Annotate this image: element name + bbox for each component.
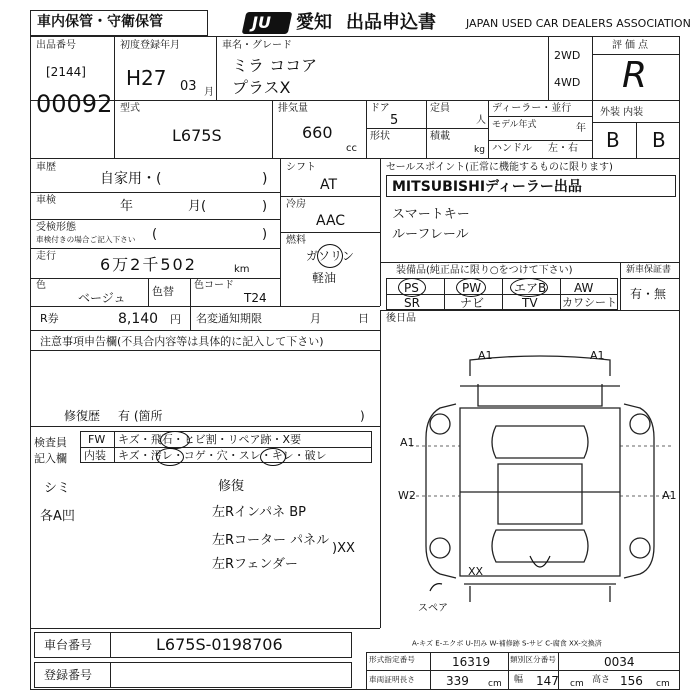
selling-points-headline: MITSUBISHIディーラー出品 <box>392 179 582 195</box>
color-value: ベージュ <box>78 291 126 305</box>
diagram-mark-spare: スペア <box>418 603 448 614</box>
inspection-close: ) <box>262 199 268 214</box>
fuel-label: 燃料 <box>286 235 306 246</box>
selling-point-item-1: スマートキー <box>392 207 470 222</box>
storage-label: 車内保管・守衛保管 <box>37 14 163 30</box>
ju-logo-text: JU <box>252 13 271 32</box>
fuel-line2: 軽油 <box>312 271 337 285</box>
width-unit: cm <box>570 679 584 689</box>
fuel-circle-mark <box>317 244 343 268</box>
equip-ps: PS <box>404 281 419 295</box>
logo-city: 愛知 <box>296 12 332 33</box>
listing-number: 00092 <box>36 90 113 118</box>
repair-value: 有 (箇所 <box>118 409 163 423</box>
warranty-value: 有・無 <box>630 287 667 301</box>
shift-value: AT <box>320 177 338 193</box>
rating-label: 評価点 <box>612 40 651 51</box>
diagram-mark-xx: XX <box>468 565 484 578</box>
exterior-grade: B <box>606 128 620 152</box>
hand-note-panel: 左Rインパネ BP <box>212 505 307 520</box>
repair-close: ) <box>360 409 365 423</box>
recycle-value: 8,140 <box>118 311 159 327</box>
equip-sr: SR <box>404 296 420 310</box>
displacement-unit: cc <box>346 143 357 154</box>
equip-airbag-circle <box>510 278 548 297</box>
handle-label: ハンドル <box>492 143 532 154</box>
first-reg-label: 初度登録年月 <box>120 40 180 51</box>
dealer-label: ディーラー・並行 <box>492 103 572 114</box>
color-label: 色 <box>36 280 46 291</box>
width-label: 幅 <box>514 675 524 685</box>
equip-pw-circle <box>456 278 486 297</box>
equip-ps-circle <box>398 278 426 297</box>
hand-note-xx: )XX <box>332 541 355 556</box>
selling-point-item-2: ルーフレール <box>392 227 469 242</box>
ext-int-label: 外装 内装 <box>600 107 644 118</box>
warranty-label: 新車保証書 <box>626 265 672 275</box>
height-label: 高さ <box>592 675 611 685</box>
selling-points-label: セールスポイント(正常に機能するものに限ります) <box>386 162 613 173</box>
repair-label: 修復歴 <box>64 409 101 423</box>
color-code-value: T24 <box>244 291 267 305</box>
chassis-value: L675S-0198706 <box>156 635 283 654</box>
transfer-label: 受検形態 <box>36 222 76 233</box>
length-unit: cm <box>488 679 502 689</box>
recycle-label: R券 <box>40 312 59 325</box>
reg-number-label: 登録番号 <box>44 668 93 682</box>
model-year-label: モデル年式 <box>492 120 537 130</box>
capacity-unit: 人 <box>476 115 486 126</box>
capacity-label: 定員 <box>430 103 450 114</box>
car-name-line1: ミラ ココア <box>232 56 318 75</box>
hand-note-repair: 修復 <box>218 479 245 494</box>
equipment-label: 装備品(純正品に限り○をつけて下さい) <box>396 265 573 276</box>
inspection-month: 月( <box>188 199 207 214</box>
equip-airbag: エアB <box>514 281 547 295</box>
equip-tv: TV <box>522 296 538 310</box>
color-code-label: 色コード <box>194 280 234 291</box>
drive-4wd: 4WD <box>554 76 581 89</box>
car-name-line2: プラスX <box>232 78 291 97</box>
interior-label: 内装 <box>84 449 106 462</box>
transfer-paren: ( <box>152 227 158 242</box>
first-reg-month: 03 <box>180 79 197 94</box>
chassis-label: 車台番号 <box>44 638 93 652</box>
diagram-mark-right: A1 <box>662 489 677 502</box>
height-unit: cm <box>656 679 670 689</box>
displacement-value: 660 <box>302 123 333 142</box>
first-reg-month-unit: 月 <box>204 87 214 98</box>
caution-label: 注意事項申告欄(不具合内容等は具体的に記入して下さい) <box>40 335 324 348</box>
year-unit: 年 <box>576 123 586 134</box>
history-value: 自家用・( <box>100 171 162 187</box>
model-label: 型式 <box>120 103 140 114</box>
mileage-label: 走行 <box>36 251 56 262</box>
hand-note-each-a: 各A凹 <box>40 509 75 524</box>
load-unit: kg <box>474 145 485 155</box>
load-label: 積載 <box>430 131 450 142</box>
listing-sub-number: [2144] <box>46 65 86 79</box>
listing-number-label: 出品番号 <box>36 40 76 51</box>
doors-label: ドア <box>370 103 390 114</box>
diagram-mark-front-right: A1 <box>590 349 605 362</box>
displacement-label: 排気量 <box>278 103 308 114</box>
color-change-label: 色替 <box>152 285 174 298</box>
ac-value: AAC <box>316 213 346 229</box>
rear-items-label: 後日品 <box>386 313 416 324</box>
fw-items: キズ・飛石・ヒビ割・リペア跡・X要 <box>118 433 302 446</box>
int-stain-circle <box>156 448 184 466</box>
fw-stone-circle <box>160 431 190 449</box>
inspection-label: 車検 <box>36 195 56 206</box>
type-no-label: 形式指定番号 <box>369 655 415 665</box>
interior-grade: B <box>652 128 666 152</box>
diagram-mark-left: A1 <box>400 436 415 449</box>
form-title: 出品申込書 <box>346 12 436 33</box>
shape-label: 形状 <box>370 131 390 142</box>
transfer-close: ) <box>262 227 268 242</box>
equip-pw: PW <box>462 281 482 295</box>
mileage-unit: km <box>234 264 250 275</box>
handle-options: 左・右 <box>548 143 578 154</box>
drive-2wd: 2WD <box>554 49 581 62</box>
mileage-value: 6万2千502 <box>100 255 197 274</box>
car-damage-diagram <box>400 346 680 606</box>
inspector-label: 検査員記入欄 <box>34 436 67 465</box>
inspection-year: 年 <box>120 199 134 214</box>
shift-label: シフト <box>286 162 316 173</box>
hand-note-quarter: 左Rコーター パネル <box>212 533 330 548</box>
hand-note-stain: シミ <box>44 481 71 496</box>
car-name-label: 車名・グレード <box>222 40 292 51</box>
model-value: L675S <box>172 126 222 145</box>
history-label: 車歴 <box>36 162 56 173</box>
diagram-mark-w2: W2 <box>398 489 416 502</box>
name-change-month: 月 <box>310 312 321 325</box>
recycle-unit: 円 <box>170 313 181 326</box>
first-reg-year: H27 <box>126 66 167 90</box>
equip-aw: AW <box>574 281 594 295</box>
width-value: 147 <box>536 674 559 688</box>
length-value: 339 <box>446 674 469 688</box>
hand-note-fender: 左Rフェンダー <box>212 557 298 572</box>
diagram-legend: A-キズ E-エクボ U-凹み W-補修跡 S-サビ C-腐食 XX-交換済 <box>412 640 602 649</box>
type-no-value: 16319 <box>452 655 491 669</box>
equip-navi: ナビ <box>460 296 485 310</box>
length-label: 車両証明長さ <box>369 675 415 685</box>
height-value: 156 <box>620 674 643 688</box>
association-name: JAPAN USED CAR DEALERS ASSOCIATION <box>466 17 691 30</box>
ac-label: 冷房 <box>286 199 306 210</box>
name-change-day: 日 <box>358 312 369 325</box>
transfer-sub: 車検付きの場合ご記入下さい <box>36 235 136 245</box>
equip-leather-seat: カワシート <box>562 296 617 309</box>
history-close: ) <box>262 171 268 187</box>
int-scratch-circle <box>260 448 286 466</box>
doors-value: 5 <box>390 113 399 128</box>
fuel-line1: ガソリン <box>306 249 355 263</box>
rating-value: R <box>622 55 648 96</box>
interior-items: キズ・汚レ・コゲ・穴・スレ・キレ・破レ <box>118 449 327 462</box>
class-no-label: 類別区分番号 <box>510 655 556 665</box>
class-no-value: 0034 <box>604 655 635 669</box>
fw-label: FW <box>88 433 106 446</box>
diagram-mark-front-left: A1 <box>478 349 493 362</box>
name-change-label: 名変通知期限 <box>196 312 262 325</box>
